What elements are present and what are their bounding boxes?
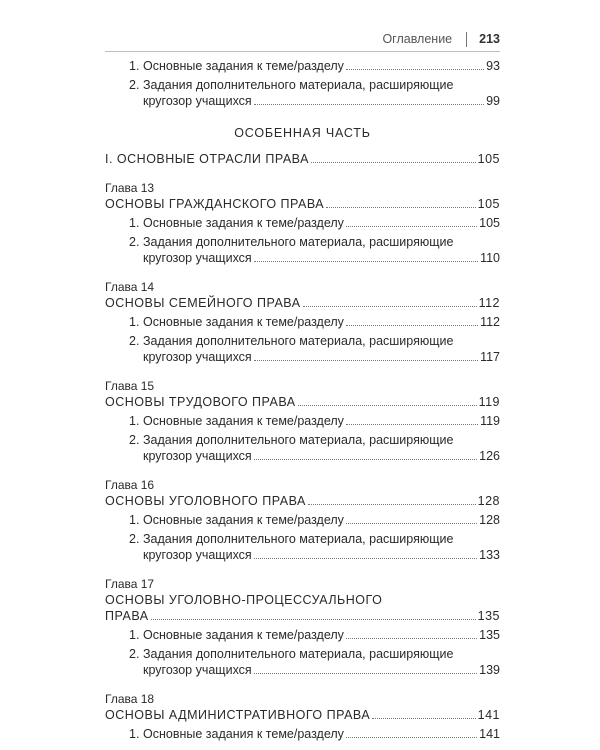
leader-dots: [298, 405, 477, 406]
entry-number: 2.: [129, 78, 140, 92]
entry-text: Основные задания к теме/разделу: [143, 216, 344, 230]
chapter-block: [105, 379, 500, 464]
leader-dots: [346, 226, 477, 227]
toc-entry[interactable]: [105, 512, 500, 528]
chapter-page: 135: [477, 609, 500, 623]
toc-entry[interactable]: [105, 77, 500, 109]
entry-number: 1.: [129, 59, 140, 73]
leader-dots: [346, 325, 478, 326]
chapter-label: Глава 18: [105, 692, 155, 706]
entry-page: 126: [479, 449, 500, 463]
toc-part-entry[interactable]: [105, 151, 500, 167]
chapter-title-entry[interactable]: [105, 295, 500, 311]
entry-text: Основные задания к теме/разделу: [143, 59, 344, 73]
entry-text: Основные задания к теме/разделу: [143, 628, 344, 642]
chapter-label: Глава 13: [105, 181, 155, 195]
entry-number: 1.: [129, 315, 140, 329]
header-rule: [105, 51, 500, 52]
chapter-page: 128: [477, 494, 500, 508]
entry-text-line1: Задания дополнительного материала, расширяющие: [143, 647, 454, 661]
chapter-title-entry[interactable]: [105, 394, 500, 410]
entry-text-line1: Задания дополнительного материала, расширяющие: [143, 334, 454, 348]
chapter-label: Глава 14: [105, 280, 155, 294]
entry-page: 110: [480, 251, 500, 265]
entry-page: 99: [486, 94, 500, 108]
entry-page: 139: [479, 663, 500, 677]
chapter-page: 105: [477, 197, 500, 211]
leader-dots: [254, 673, 477, 674]
entry-page: 105: [479, 216, 500, 230]
header-title: Оглавление: [382, 32, 453, 46]
entry-text-line1: Задания дополнительного материала, расширяющие: [143, 78, 454, 92]
chapter-block: [105, 577, 500, 678]
entry-number: 2.: [129, 433, 140, 447]
toc-entry[interactable]: [105, 314, 500, 330]
toc-entry[interactable]: [105, 215, 500, 231]
leader-dots: [346, 737, 477, 738]
chapter-page: 112: [478, 296, 500, 310]
running-header: [105, 30, 500, 48]
entry-text: Основные задания к теме/разделу: [143, 315, 344, 329]
entry-text-line2: кругозор учащихся: [143, 350, 252, 364]
chapter-label: Глава 16: [105, 478, 155, 492]
leader-dots: [311, 162, 476, 163]
entry-number: 2.: [129, 532, 140, 546]
entry-text: Основные задания к теме/разделу: [143, 727, 344, 741]
entry-number: 2.: [129, 334, 140, 348]
entry-text-line1: Задания дополнительного материала, расширяющие: [143, 433, 454, 447]
entry-page: 93: [486, 59, 500, 73]
section-title: ОСОБЕННАЯ ЧАСТЬ: [234, 126, 371, 140]
entry-number: 1.: [129, 628, 140, 642]
leader-dots: [254, 360, 478, 361]
chapter-page: 119: [478, 395, 500, 409]
toc-entry[interactable]: [105, 432, 500, 464]
entry-text-line2: кругозор учащихся: [143, 449, 252, 463]
entry-page: 119: [480, 414, 500, 428]
entry-page: 135: [479, 628, 500, 642]
entry-number: 1.: [129, 727, 140, 741]
chapter-title: ОСНОВЫ УГОЛОВНОГО ПРАВА: [105, 494, 306, 508]
leader-dots: [254, 104, 484, 105]
entry-number: 1.: [129, 513, 140, 527]
chapter-title: ОСНОВЫ ГРАЖДАНСКОГО ПРАВА: [105, 197, 325, 211]
chapter-block: [105, 181, 500, 266]
entry-text: Основные задания к теме/разделу: [143, 513, 344, 527]
entry-page: 117: [480, 350, 500, 364]
entry-page: 128: [479, 513, 500, 527]
chapter-block: [105, 280, 500, 365]
entry-text-line2: кругозор учащихся: [143, 548, 252, 562]
entry-text-line2: кругозор учащихся: [143, 251, 252, 265]
chapter-title-entry[interactable]: [105, 196, 500, 212]
leader-dots: [254, 459, 477, 460]
leader-dots: [151, 619, 476, 620]
leader-dots: [372, 718, 475, 719]
chapter-label: Глава 15: [105, 379, 155, 393]
chapter-title-entry[interactable]: [105, 493, 500, 509]
leader-dots: [326, 207, 476, 208]
entry-number: 1.: [129, 216, 140, 230]
chapter-title-entry[interactable]: [105, 592, 500, 624]
entry-number: 1.: [129, 414, 140, 428]
chapter-block: [105, 478, 500, 563]
toc-entry[interactable]: [105, 646, 500, 678]
entry-text-line1: Задания дополнительного материала, расширяющие: [143, 235, 454, 249]
entry-text: Основные задания к теме/разделу: [143, 414, 344, 428]
part-page: 105: [477, 152, 500, 166]
entry-page: 141: [479, 727, 500, 741]
chapter-title-entry[interactable]: [105, 707, 500, 723]
leader-dots: [346, 424, 478, 425]
chapter-page: 141: [477, 708, 500, 722]
toc-content: [105, 55, 500, 742]
leader-dots: [303, 306, 477, 307]
leader-dots: [346, 638, 477, 639]
leader-dots: [346, 69, 484, 70]
leader-dots: [308, 504, 476, 505]
page-number: 213: [479, 32, 500, 46]
leader-dots: [346, 523, 477, 524]
entry-page: 133: [479, 548, 500, 562]
chapter-title: ОСНОВЫ СЕМЕЙНОГО ПРАВА: [105, 296, 301, 310]
entry-text-line2: кругозор учащихся: [143, 94, 252, 108]
entry-number: 2.: [129, 235, 140, 249]
toc-entry[interactable]: [105, 58, 500, 74]
entry-number: 2.: [129, 647, 140, 661]
chapter-label: Глава 17: [105, 577, 155, 591]
toc-entry[interactable]: [105, 234, 500, 266]
toc-entry[interactable]: [105, 726, 500, 742]
entry-page: 112: [480, 315, 500, 329]
toc-entry[interactable]: [105, 413, 500, 429]
header-separator: [466, 32, 467, 47]
entry-text-line2: кругозор учащихся: [143, 663, 252, 677]
chapter-title: ОСНОВЫ АДМИНИСТРАТИВНОГО ПРАВА: [105, 708, 371, 722]
toc-entry[interactable]: [105, 531, 500, 563]
chapter-title: ОСНОВЫ ТРУДОВОГО ПРАВА: [105, 395, 296, 409]
part-title: I. ОСНОВНЫЕ ОТРАСЛИ ПРАВА: [105, 152, 309, 166]
entry-text-line1: Задания дополнительного материала, расширяющие: [143, 532, 454, 546]
toc-entry[interactable]: [105, 627, 500, 643]
chapter-title-line1: ОСНОВЫ УГОЛОВНО-ПРОЦЕССУАЛЬНОГО: [105, 593, 383, 607]
leader-dots: [254, 261, 478, 262]
leader-dots: [254, 558, 477, 559]
toc-entry[interactable]: [105, 333, 500, 365]
chapter-title-line2: ПРАВА: [105, 609, 149, 623]
chapter-block: [105, 692, 500, 742]
